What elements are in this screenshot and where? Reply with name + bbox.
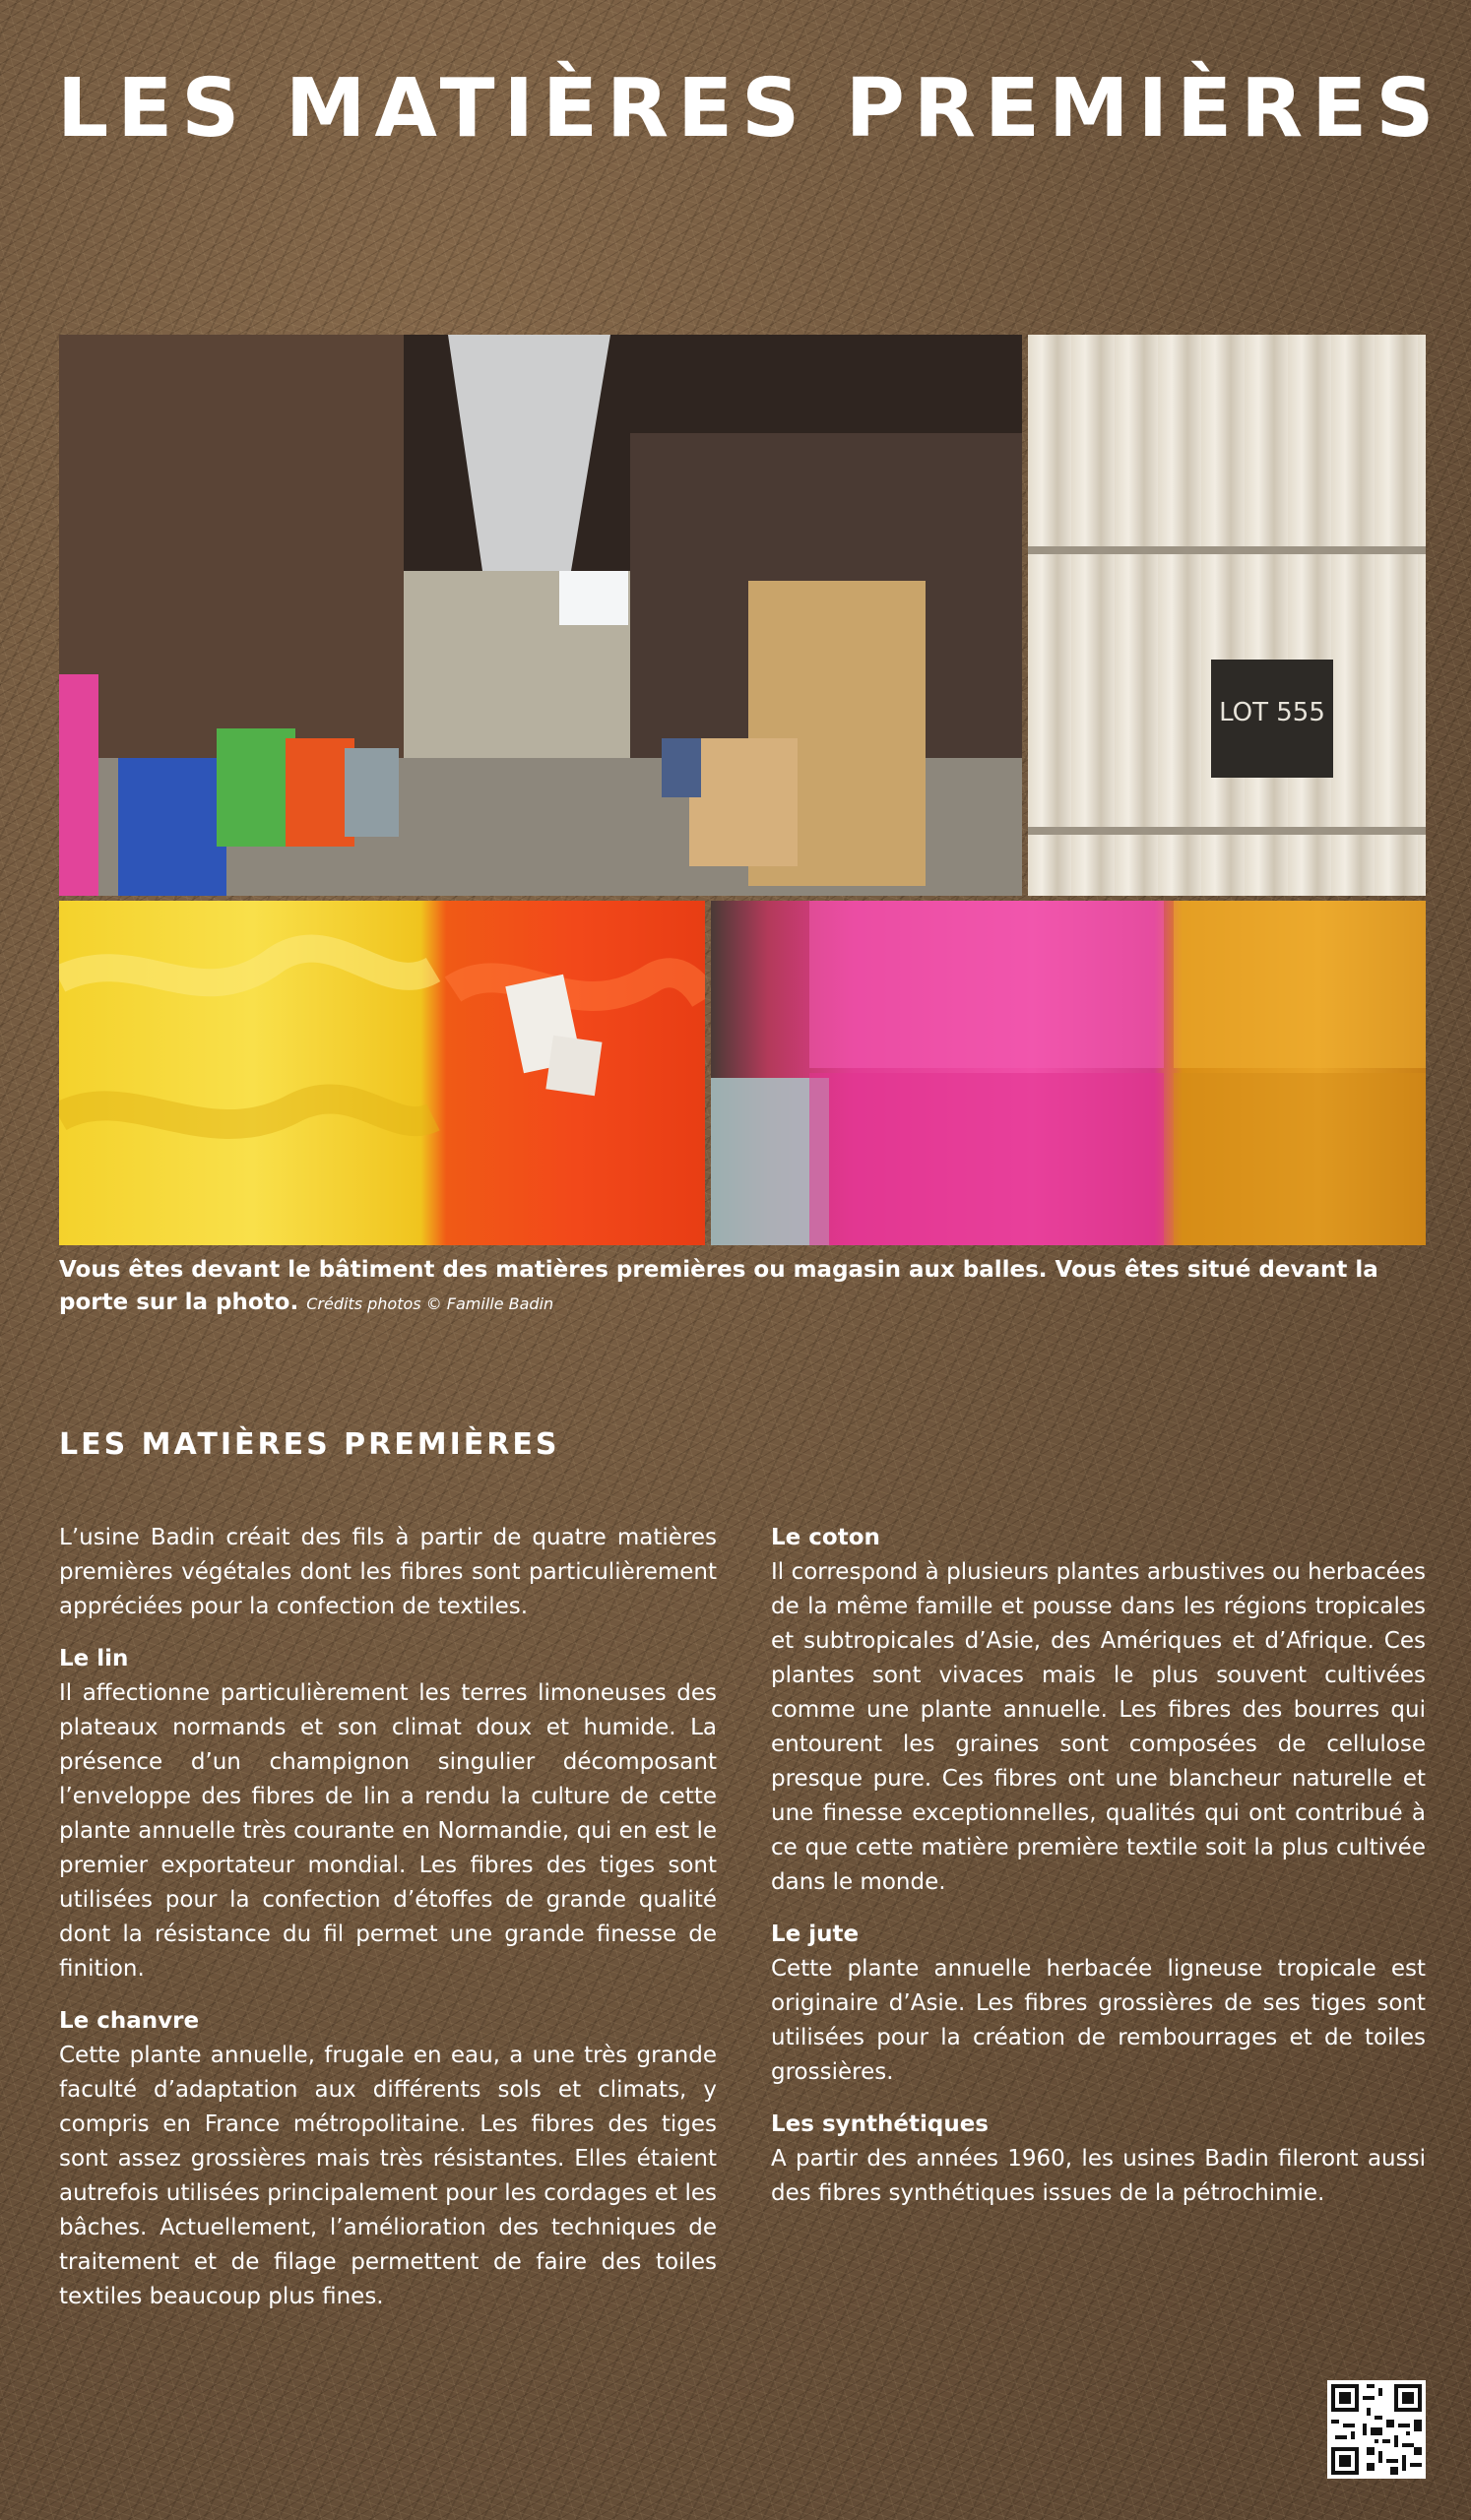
lin-paragraph: Il affectionne particulièrement les terres limoneuses des plateaux normands et son climat doux et humide. La présence d’un champignon singulier décomposant l’enveloppe des fibres de lin a rendu la culture de cette plante annuelle très courante en Normandie, qui en est le premier exportateur mondial. Les fibres des tiges sont utilisées pour la confection d’étoffes de grande qualité dont la résistance du fil permet une grande finesse de finition. — [59, 1680, 717, 1982]
chanvre-heading: Le chanvre — [59, 2008, 200, 2034]
caption-text: Vous êtes devant le bâtiment des matières premières ou magasin aux balles. Vous êtes situé devant la porte sur la photo. — [59, 1257, 1378, 1315]
coton-heading: Le coton — [771, 1525, 880, 1550]
left-column — [59, 1521, 717, 2332]
cotton-bales-photo — [1028, 335, 1426, 896]
bales-illustration — [711, 901, 1426, 1245]
photo-grid — [59, 335, 1426, 1245]
caption-credits: Crédits photos © Famille Badin — [306, 1294, 554, 1313]
warehouse-illustration — [59, 335, 1022, 896]
cotton-illustration — [1028, 335, 1426, 896]
page-title: LES MATIÈRES PREMIÈRES — [57, 62, 1443, 156]
chanvre-paragraph: Cette plante annuelle, frugale en eau, a une très grande faculté d’adaptation aux différents sols et climats, y compris en France métropolitaine. Les fibres des tiges sont assez grossières mais très résistantes. Elles étaient autrefois utilisées principalement pour les cordages et les bâches. Actuellement, l’amélioration des techniques de traitement et de filage permettent de faire des toiles textiles beaucoup plus fines. — [59, 2043, 717, 2309]
coton-paragraph: Il correspond à plusieurs plantes arbustives ou herbacées de la même famille et pousse dans les régions tropicales et subtropicales d’Asie, des Amériques et d’Afrique. Ces plantes sont vivaces mais le plus souvent cultivées comme une plante annuelle. Les fibres des bourres qui entourent les graines sont composées de cellulose presque pure. Ces fibres ont une blancheur naturelle et une finesse exceptionnelles, qualités qui ont contribué à ce que cette matière première textile soit la plus cultivée dans le monde. — [771, 1559, 1426, 1895]
warehouse-photo — [59, 335, 1022, 896]
jute-paragraph: Cette plante annuelle herbacée ligneuse tropicale est originaire d’Asie. Les fibres grossières de ses tiges sont utilisées pour la création de rembourrages et de toiles grossières. — [771, 1956, 1426, 2085]
lot-label: LOT 555 — [1219, 698, 1325, 727]
section-title: LES MATIÈRES PREMIÈRES — [59, 1427, 560, 1462]
qr-code-icon — [1327, 2380, 1426, 2479]
pink-gold-bales-photo — [711, 901, 1426, 1245]
synthetiques-heading: Les synthétiques — [771, 2111, 989, 2137]
lin-heading: Le lin — [59, 1646, 129, 1671]
synthetiques-paragraph: A partir des années 1960, les usines Badin fileront aussi des fibres synthétiques issues de la pétrochimie. — [771, 2146, 1426, 2206]
photo-caption — [59, 1254, 1423, 1320]
jute-heading: Le jute — [771, 1922, 860, 1947]
right-column — [771, 1521, 1426, 2229]
qr-code[interactable] — [1327, 2380, 1426, 2479]
yellow-orange-fibers-photo — [59, 901, 705, 1245]
intro-paragraph: L’usine Badin créait des fils à partir de quatre matières premières végétales dont les fibres sont particulièrement appréciées pour la confection de textiles. — [59, 1525, 717, 1619]
fibers-illustration — [59, 901, 705, 1245]
